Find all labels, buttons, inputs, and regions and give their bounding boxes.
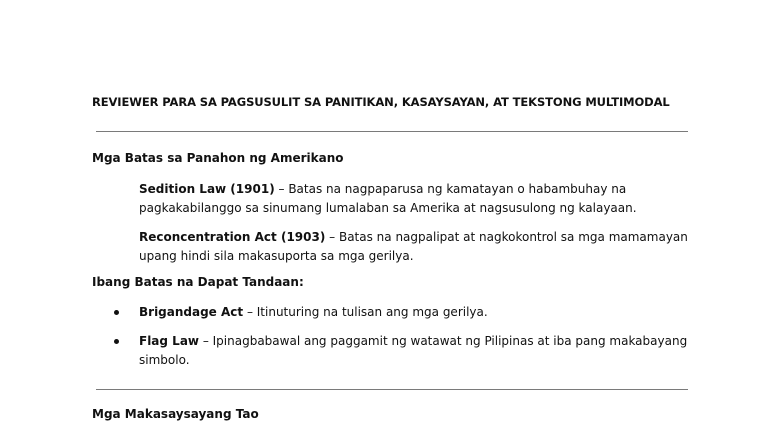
law-term: Flag Law [139,334,200,348]
law-definition: – Ipinagbabawal ang paggamit ng watawat ng Pilipinas at iba pang makabayang simbolo. [139,334,688,367]
law-definition: – Batas na nagpalipat at nagkokontrol sa mga mamamayan upang hindi sila makasuporta sa mga gerilya. [139,230,688,263]
law-term: Brigandage Act [139,305,244,319]
law-entry-sedition [139,180,699,218]
section-heading-makasaysayang-tao: Mga Makasaysayang Tao [92,407,259,421]
bullet-text [139,303,699,322]
bullet-icon [114,310,119,315]
law-term: Reconcentration Act (1903) [139,230,326,244]
horizontal-divider [96,131,688,132]
document-title: REVIEWER PARA SA PAGSUSULIT SA PANITIKAN, KASAYSAYAN, AT TEKSTONG MULTIMODAL [92,95,670,109]
bullet-icon [114,339,119,344]
section-heading-ibang-batas: Ibang Batas na Dapat Tandaan: [92,275,304,289]
law-entry-reconcentration [139,228,699,266]
law-term: Sedition Law (1901) [139,182,275,196]
section-heading-batas-amerikano: Mga Batas sa Panahon ng Amerikano [92,151,344,165]
law-definition: – Itinuturing na tulisan ang mga gerilya. [243,305,488,319]
bullet-text [139,332,699,370]
law-definition: – Batas na nagpaparusa ng kamatayan o habambuhay na pagkakabilanggo sa sinumang lumalaban sa Amerika at nagsusulong ng kalayaan. [139,182,637,215]
horizontal-divider [96,389,688,390]
